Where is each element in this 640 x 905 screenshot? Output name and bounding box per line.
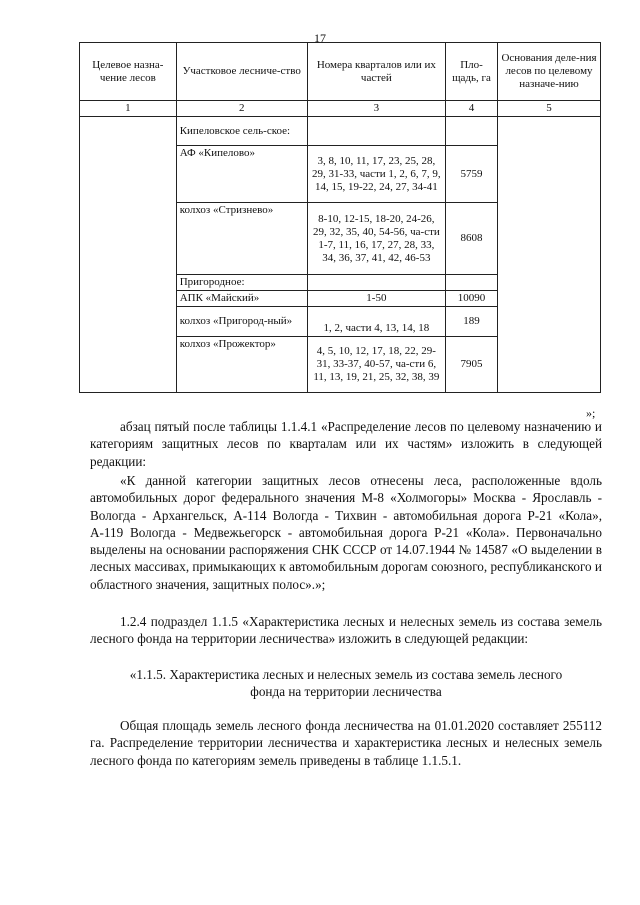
header-district: Участковое лесниче-ство (176, 43, 307, 101)
paragraph-text: 1.2.4 подраздел 1.1.5 «Характеристика лесных и нелесных земель из состава земель лесного фонда на территории лесничества» изложить в следующей редакции: (90, 614, 602, 647)
quarters-cell: 1-50 (307, 291, 445, 307)
area-cell (446, 117, 498, 146)
paragraph-text: абзац пятый после таблицы 1.1.4.1 «Распределение лесов по целевому назначению и категориям защитных лесов по кварталам или их частям» изложить в следующей редакции: (90, 419, 602, 469)
quarters-cell: 3, 8, 10, 11, 17, 23, 25, 28, 29, 31-33, части 1, 2, 6, 7, 9, 14, 15, 19-22, 24, 27, 34-41 (307, 146, 445, 203)
area-cell (446, 275, 498, 291)
basis-cell (498, 117, 601, 393)
area-cell: 7905 (446, 337, 498, 393)
area-cell: 10090 (446, 291, 498, 307)
header-area: Пло-щадь, га (446, 43, 498, 101)
header-purpose: Целевое назна-чение лесов (80, 43, 177, 101)
area-cell: 189 (446, 307, 498, 337)
table-row (80, 117, 601, 146)
table-close-quote: »; (586, 406, 596, 420)
page-number: 17 (314, 31, 326, 45)
paragraph-quote (90, 472, 602, 593)
section-heading-line-2: фонда на территории лесничества (250, 684, 442, 699)
farm-name: колхоз «Стризнево» (176, 203, 307, 275)
column-number: 5 (498, 101, 601, 117)
quarters-cell: 4, 5, 10, 12, 17, 18, 22, 29-31, 33-37, 40-57, ча-сти 6, 11, 13, 19, 21, 25, 32, 38, 39 (307, 337, 445, 393)
purpose-cell (80, 117, 177, 393)
table-header-row (80, 43, 601, 101)
farm-name: колхоз «Пригород-ный» (176, 307, 307, 337)
column-number: 2 (176, 101, 307, 117)
column-number: 4 (446, 101, 498, 117)
paragraph-total-area (90, 717, 602, 769)
farm-name: АФ «Кипелово» (176, 146, 307, 203)
header-basis: Основания деле-ния лесов по целевому назначе-нию (498, 43, 601, 101)
farm-name: АПК «Майский» (176, 291, 307, 307)
area-cell: 5759 (446, 146, 498, 203)
paragraph-item-1-2-4 (90, 613, 602, 648)
header-quarters: Номера кварталов или их частей (307, 43, 445, 101)
section-heading-line-1: «1.1.5. Характеристика лесных и нелесных земель из состава земель лесного (129, 667, 563, 682)
paragraph-text: «К данной категории защитных лесов отнесены леса, расположенные вдоль автомобильных дорог федерального значения М-8 «Холмогоры» Москва - Ярославль - Вологда - Архангельск, А-114 Вологда - Тихвин - автомобильная дорога Р-21 «Кола», А-119 Вологда - Медвежьегорск - автомобильная дорога Р-21 «Кола». Первоначально выделены на основании распоряжения СНК СССР от 14.07.1944 № 14587 «О выделении в лесных массивах, примыкающих к автомобильным дорогам союзного, республиканского и областного значения, защитных полос».»; (90, 473, 602, 592)
district-label: Кипеловское сель-ское: (176, 117, 307, 146)
district-label: Пригородное: (176, 275, 307, 291)
quarters-cell (307, 275, 445, 291)
paragraph-amendment (90, 418, 602, 470)
forest-distribution-table (79, 42, 601, 393)
column-number: 3 (307, 101, 445, 117)
paragraph-text: Общая площадь земель лесного фонда лесничества на 01.01.2020 составляет 255112 га. Распределение территории лесничества и характеристика лесных и нелесных земель лесного фонда по категориям земель приведены в таблице 1.1.5.1. (90, 718, 602, 768)
farm-name: колхоз «Прожектор» (176, 337, 307, 393)
column-number-row (80, 101, 601, 117)
area-cell: 8608 (446, 203, 498, 275)
quarters-cell (307, 117, 445, 146)
column-number: 1 (80, 101, 177, 117)
quarters-cell: 8-10, 12-15, 18-20, 24-26, 29, 32, 35, 40, 54-56, ча-сти 1-7, 11, 16, 17, 27, 28, 33, 34, 36, 37, 41, 42, 46-53 (307, 203, 445, 275)
quarters-cell: 1, 2, части 4, 13, 14, 18 (307, 307, 445, 337)
